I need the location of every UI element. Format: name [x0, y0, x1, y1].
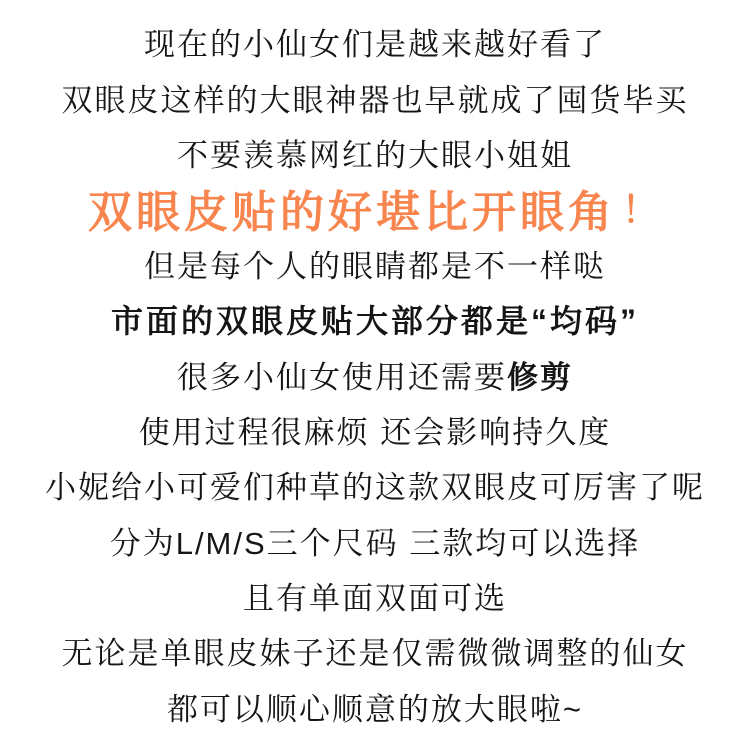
- text-line-10: [0, 513, 750, 568]
- text-line-11-text: 且有单面双面可选: [243, 581, 507, 617]
- text-line-13-text: 都可以顺心顺意的放大眼啦~: [166, 691, 584, 727]
- text-line-8: [0, 402, 750, 457]
- text-line-7: [0, 346, 750, 401]
- text-line-3: [0, 125, 750, 180]
- text-line-9-text: 小妮给小可爱们种草的这款双眼皮可厉害了呢: [45, 470, 705, 506]
- accent-headline-text: 双眼皮贴的好堪比开眼角: [87, 187, 616, 237]
- text-line-6-text: 市面的双眼皮贴大部分都是“均码”: [110, 302, 639, 339]
- text-line-11: [0, 568, 750, 623]
- text-line-13: [0, 679, 750, 734]
- text-line-1-text: 现在的小仙女们是越来越好看了: [144, 27, 606, 63]
- text-line-8-text: 使用过程很麻烦 还会影响持久度: [138, 414, 612, 450]
- accent-headline-exclamation: ！: [621, 189, 662, 231]
- text-line-5: [0, 236, 750, 291]
- text-line-10-text: 分为L/M/S三个尺码 三款均可以选择: [109, 525, 641, 561]
- text-line-6-bold: [0, 291, 750, 346]
- text-line-5-text: 但是每个人的眼睛都是不一样哒: [144, 248, 606, 284]
- text-line-1: [0, 14, 750, 69]
- text-line-12-text: 无论是单眼皮妹子还是仅需微微调整的仙女: [61, 636, 689, 672]
- text-line-7-text: 很多小仙女使用还需要: [177, 359, 507, 395]
- text-line-2: [0, 69, 750, 124]
- text-line-7-bold-part: 修剪: [507, 359, 573, 395]
- text-line-12: [0, 623, 750, 678]
- text-line-2-text: 双眼皮这样的大眼神器也早就成了囤货毕买: [61, 82, 689, 118]
- accent-headline: [0, 180, 750, 235]
- text-line-9: [0, 457, 750, 512]
- text-line-3-text: 不要羡慕网红的大眼小姐姐: [177, 137, 573, 173]
